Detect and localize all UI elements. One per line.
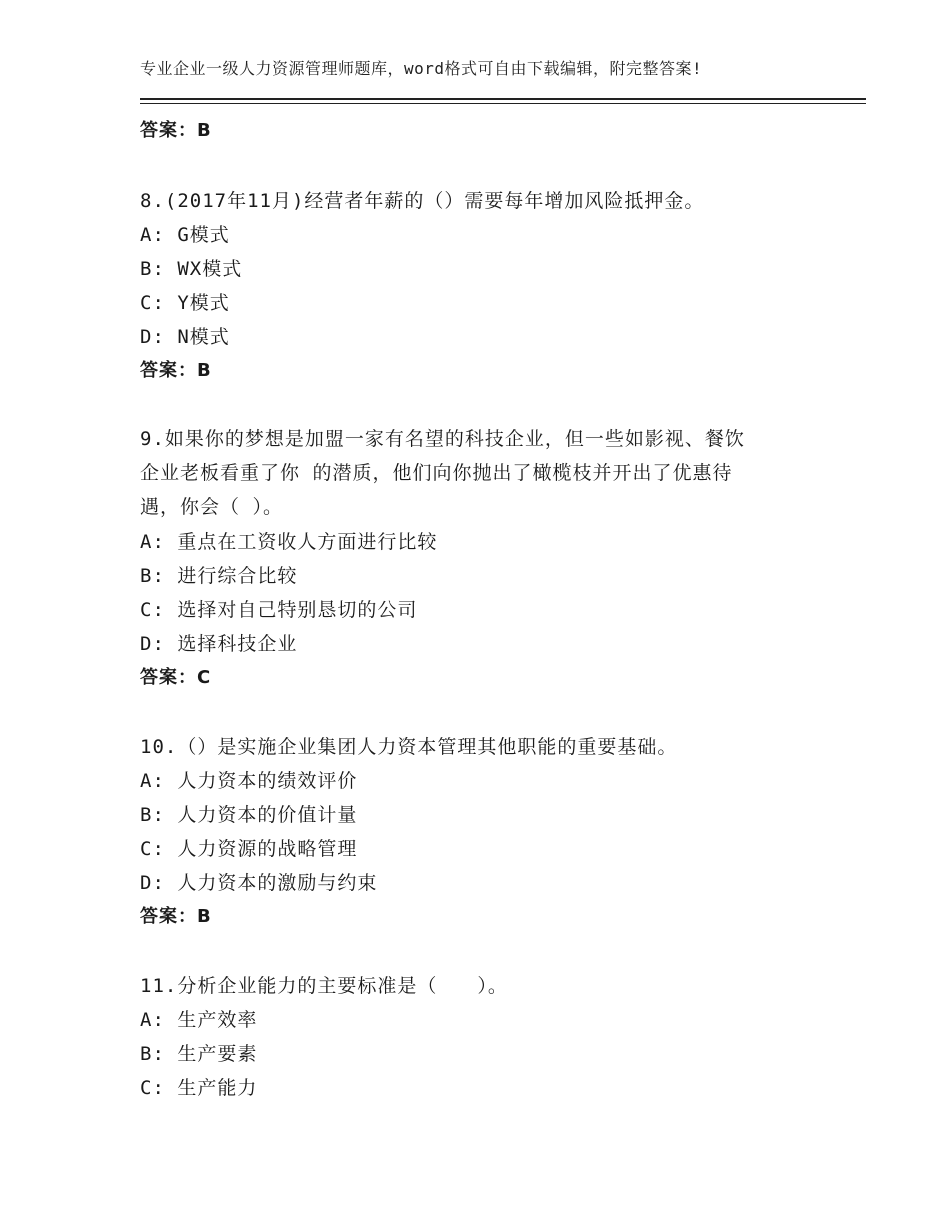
- answer: 答案：C: [140, 667, 212, 688]
- option-c: C: 选择对自己特别恳切的公司: [140, 599, 418, 621]
- question-stem: 11.分析企业能力的主要标准是（ ）。: [140, 975, 508, 997]
- previous-answer: 答案：B: [140, 120, 212, 141]
- option-a: A: G模式: [140, 224, 230, 246]
- answer: 答案：B: [140, 360, 212, 381]
- option-c: C: 人力资源的战略管理: [140, 838, 358, 860]
- header-rule-thin: [140, 103, 866, 104]
- question-stem: 10.（）是实施企业集团人力资本管理其他职能的重要基础。: [140, 736, 678, 758]
- answer: 答案：B: [140, 906, 212, 927]
- option-d: D: N模式: [140, 326, 230, 348]
- option-b: B: 人力资本的价值计量: [140, 804, 358, 826]
- option-c: C: Y模式: [140, 292, 230, 314]
- option-b: B: 进行综合比较: [140, 565, 298, 587]
- option-a: A: 重点在工资收人方面进行比较: [140, 531, 438, 553]
- option-a: A: 人力资本的绩效评价: [140, 770, 358, 792]
- option-d: D: 选择科技企业: [140, 633, 298, 655]
- question-stem: 8.(2017年11月)经营者年薪的（）需要每年增加风险抵押金。: [140, 190, 705, 212]
- question-stem-line: 企业老板看重了你 的潜质，他们向你抛出了橄榄枝并开出了优惠待: [140, 462, 733, 484]
- page-header: 专业企业一级人力资源管理师题库，word格式可自由下载编辑，附完整答案!: [140, 59, 703, 78]
- header-rule-thick: [140, 98, 866, 100]
- option-c: C: 生产能力: [140, 1077, 258, 1099]
- question-stem-line: 9.如果你的梦想是加盟一家有名望的科技企业，但一些如影视、餐饮: [140, 428, 745, 450]
- option-a: A: 生产效率: [140, 1009, 258, 1031]
- option-b: B: WX模式: [140, 258, 243, 280]
- option-b: B: 生产要素: [140, 1043, 258, 1065]
- question-stem-line: 遇，你会（ ）。: [140, 496, 283, 518]
- option-d: D: 人力资本的激励与约束: [140, 872, 378, 894]
